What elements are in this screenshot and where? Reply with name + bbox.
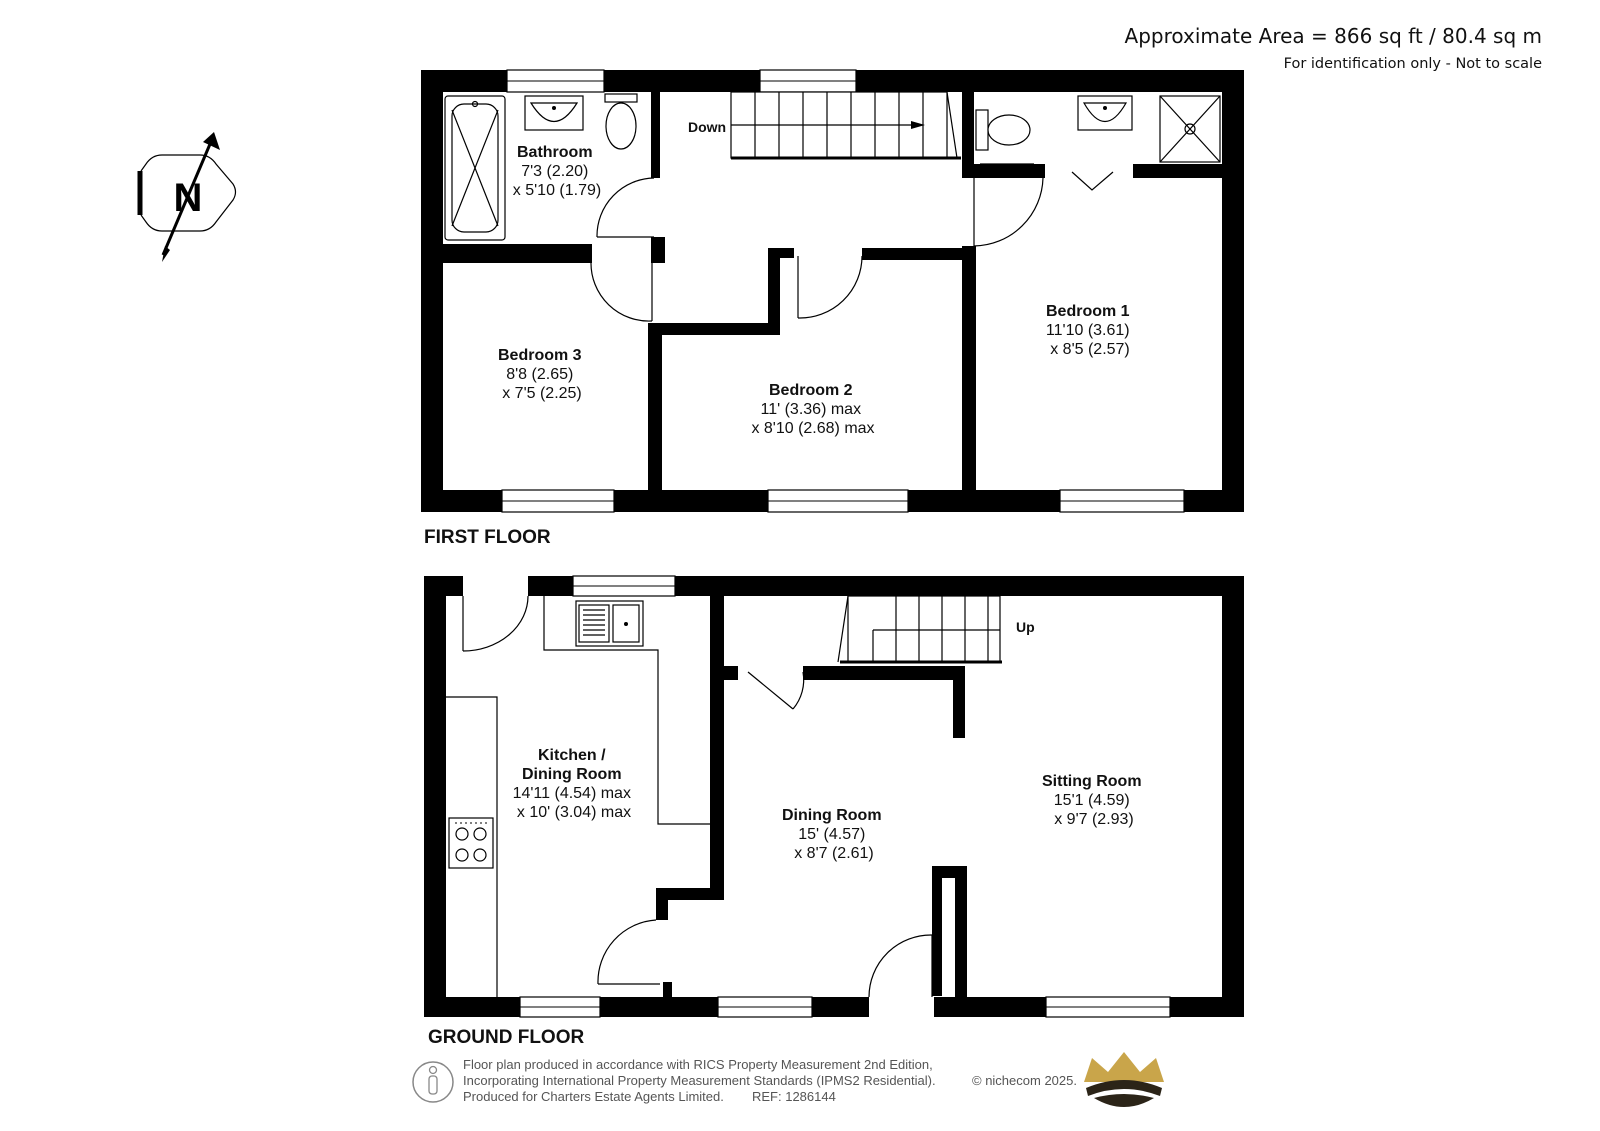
ground-floor-label: GROUND FLOOR [428, 1027, 585, 1048]
footer-line-1: Floor plan produced in accordance with RICS Property Measurement 2nd Edition, [463, 1057, 933, 1072]
room-label-bathroom: Bathroom 7'3 (2.20) x 5'10 (1.79) [512, 144, 602, 199]
compass-label: N [173, 176, 203, 220]
toilet-fixture [605, 94, 637, 102]
room-label-dining-room: Dining Room 15' (4.57) x 8'7 (2.61) [782, 807, 882, 862]
room-label-bedroom-2: Bedroom 2 11' (3.36) max x 8'10 (2.68) max [751, 382, 875, 437]
door [598, 920, 656, 984]
toilet-fixture [976, 110, 988, 150]
ipms-person-icon [413, 1062, 453, 1102]
stairs-down-label: Down [688, 119, 727, 135]
room-label-bedroom-1: Bedroom 1 11'10 (3.61) x 8'5 (2.57) [1045, 303, 1130, 358]
north-arrow-icon [140, 132, 236, 262]
room-label-bedroom-3: Bedroom 3 8'8 (2.65) x 7'5 (2.25) [497, 347, 582, 402]
door [798, 256, 862, 318]
room-label-sitting-room: Sitting Room 15'1 (4.59) x 9'7 (2.93) [1042, 773, 1142, 828]
approximate-area: Approximate Area = 866 sq ft / 80.4 sq m [1124, 24, 1542, 48]
basin-fixture [525, 96, 583, 130]
door [748, 672, 793, 709]
ground-floor [424, 576, 1244, 1048]
staircase [731, 92, 961, 158]
door [974, 178, 1043, 246]
footer-copyright: © nichecom 2025. [972, 1073, 1077, 1088]
sink-fixture [576, 601, 643, 646]
staircase [838, 596, 1002, 662]
crown-logo-icon [1084, 1052, 1164, 1107]
footer-ref: REF: 1286144 [752, 1089, 836, 1104]
room-label-kitchen: Kitchen / Dining Room 14'11 (4.54) max x 10' (3.04) max [512, 747, 632, 821]
footer-line-3: Produced for Charters Estate Agents Limited. [463, 1089, 724, 1104]
footer [413, 1052, 1164, 1107]
first-floor-label: FIRST FLOOR [424, 527, 551, 548]
door [463, 596, 528, 651]
stairs-up-label: Up [1016, 619, 1035, 635]
door [591, 262, 652, 321]
footer-line-2: Incorporating International Property Measurement Standards (IPMS2 Residential). [463, 1073, 936, 1088]
first-floor [421, 70, 1244, 548]
door [597, 178, 654, 237]
hob-fixture [449, 818, 493, 868]
door [869, 935, 932, 997]
scale-note: For identification only - Not to scale [1283, 56, 1542, 72]
basin-fixture [1078, 96, 1132, 130]
